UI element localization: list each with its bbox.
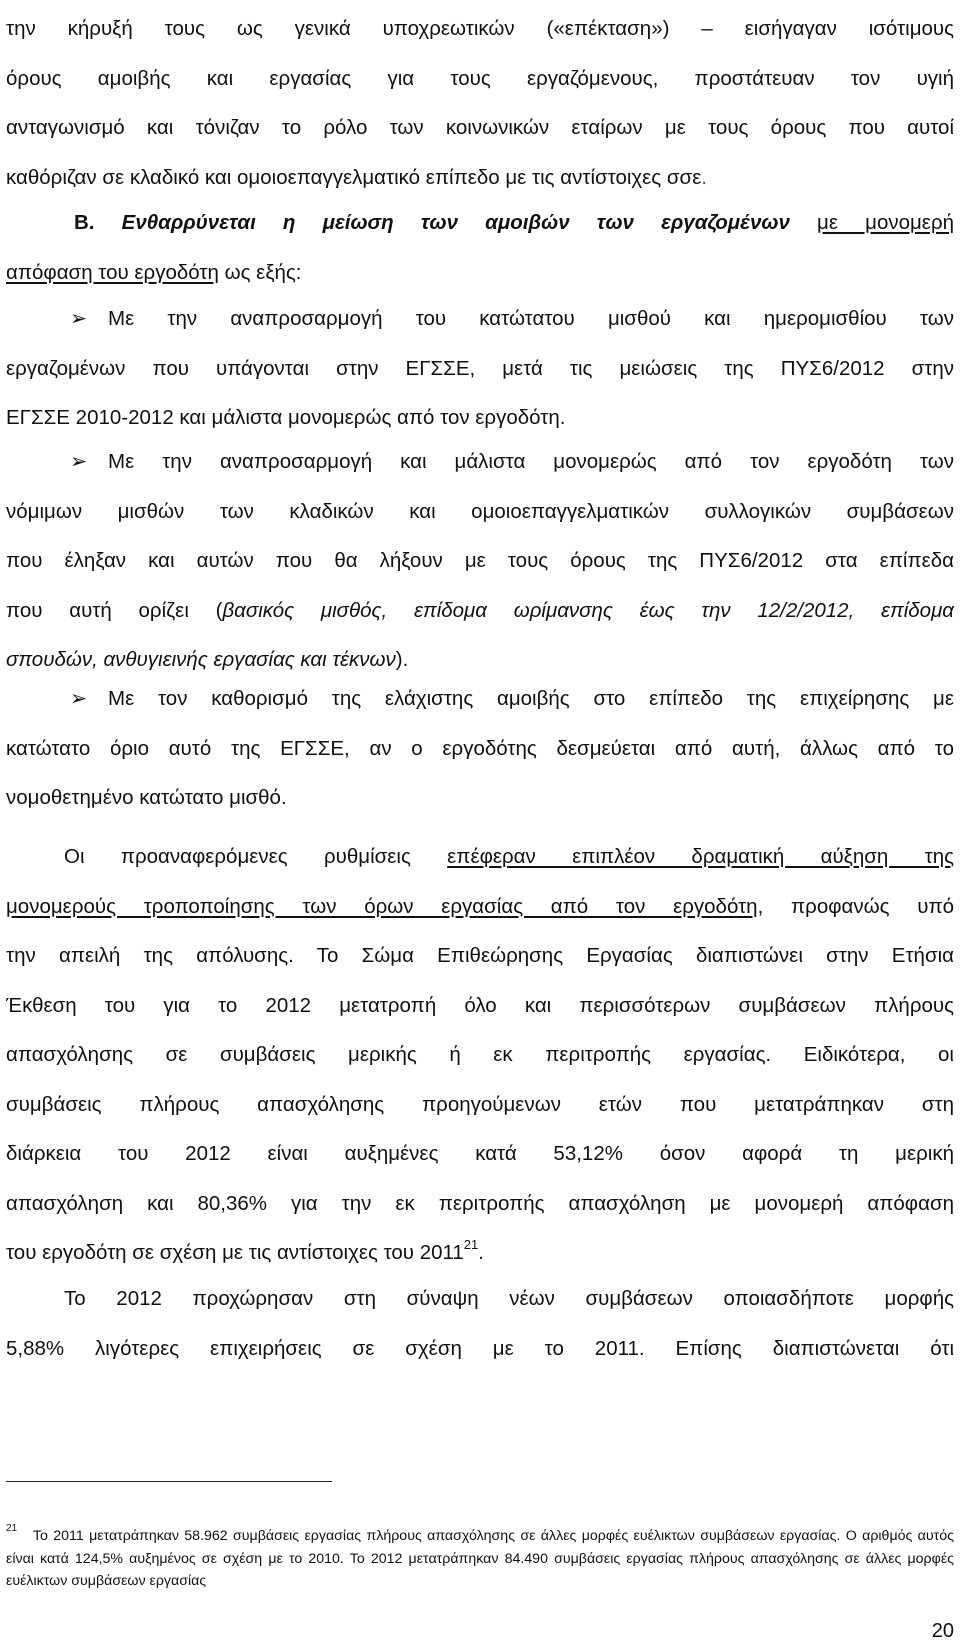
text-fragment: Οι προαναφερόμενες ρυθμίσεις — [64, 845, 411, 868]
text-line: απασχόληση και 80,36% για την εκ περιτροπής απασχόληση με μονομερή απόφαση — [6, 1191, 954, 1215]
page-number: 20 — [931, 1620, 954, 1642]
bullet-item-3 — [6, 674, 954, 823]
text-line: την κήρυξή τους ως γενικά υποχρεωτικών («επέκταση») – εισήγαγαν ισότιμους — [6, 17, 954, 40]
text-fragment: ). — [395, 648, 409, 671]
text-line — [6, 437, 954, 487]
footnote-reference[interactable]: 21 — [463, 1237, 479, 1253]
italic-text: βασικός μισθός, επίδομα ωρίμανσης έως την 12/2/2012, επίδομα — [222, 598, 955, 622]
underlined-text: μονομερούς τροποποίησης των όρων εργασίας από τον εργοδότη — [6, 894, 758, 918]
paragraph-regulations — [6, 832, 954, 1278]
text-fragment: Με την αναπροσαρμογή και μάλιστα μονομερώς από τον εργοδότη των — [108, 450, 954, 473]
text-fragment: ως εξής: — [224, 260, 302, 284]
text-line — [6, 882, 954, 932]
paragraph-new-contracts — [6, 1274, 954, 1373]
text-line: που έληξαν και αυτών που θα λήξουν με τους όρους της ΠΥΣ6/2012 στα επίπεδα — [6, 549, 954, 572]
text-fragment: Το 2012 προχώρησαν στη σύναψη νέων συμβάσεων οποιασδήποτε μορφής — [64, 1287, 954, 1310]
text-line: Έκθεση του για το 2012 μετατροπή όλο και περισσότερων συμβάσεων πλήρους — [6, 993, 954, 1017]
bullet-item-1 — [6, 294, 954, 443]
text-line: την απειλή της απόλυσης. Το Σώμα Επιθεώρησης Εργασίας διαπιστώνει στην Ετήσια — [6, 944, 954, 967]
bullet-item-2 — [6, 437, 954, 685]
text-line — [6, 153, 954, 203]
footnote — [6, 1525, 954, 1593]
text-fragment: που αυτή ορίζει ( — [6, 598, 223, 622]
text-line — [6, 832, 954, 882]
footnote-number: 21 — [6, 1523, 18, 1535]
text-line: ΕΓΣΣΕ 2010-2012 και μάλιστα μονομερώς από τον εργοδότη. — [6, 406, 566, 429]
text-line: νομοθετημένο κατώτατο μισθό. — [6, 786, 287, 809]
footnote-separator — [6, 1481, 332, 1482]
text-line — [6, 1228, 954, 1278]
text-fragment: Με τον καθορισμό της ελάχιστης αμοιβής στο επίπεδο της επιχείρησης με — [108, 687, 954, 710]
text-line: διάρκεια του 2012 είναι αυξημένες κατά 53,12% όσον αφορά τη μερική — [6, 1142, 954, 1165]
text-fragment: . — [701, 165, 708, 189]
text-fragment: καθόριζαν σε κλαδικό και ομοιοεπαγγελματικό επίπεδο με τις αντίστοιχες σσε — [6, 165, 702, 189]
text-line — [6, 294, 954, 344]
text-line: 5,88% λιγότερες επιχειρήσεις σε σχέση με το 2011. Επίσης διαπιστώνεται ότι — [6, 1336, 954, 1360]
text-line — [6, 1274, 954, 1324]
text-line: νόμιμων μισθών των κλαδικών και ομοιοεπαγγελματικών συλλογικών συμβάσεων — [6, 499, 954, 523]
text-line: απασχόλησης σε συμβάσεις μερικής ή εκ περιτροπής εργασίας. Ειδικότερα, οι — [6, 1043, 954, 1066]
footnote-text: Το 2011 μετατράπηκαν 58.962 συμβάσεις εργασίας πλήρους απασχόλησης σε άλλες μορφές ευέλικτων συμβάσεων εργασίας. Ο αριθμός αυτός είναι κατά 124,5% αυξημένος σε σχέση με το 2010. Το 2012 μετατράπηκαν 84.490 συμβάσεις εργασίας πλήρους απασχόλησης σε άλλες μορφές ευέλικτων συμβάσεων εργασίας — [6, 1528, 954, 1589]
text-line — [6, 248, 954, 298]
text-line: ανταγωνισμό και τόνιζαν το ρόλο των κοινωνικών εταίρων με τους όρους που αυτοί — [6, 116, 954, 139]
text-line — [6, 586, 954, 636]
text-line: όρους αμοιβής και εργασίας για τους εργαζόμενους, προστάτευαν τον υγιή — [6, 66, 954, 90]
arrow-bullet-icon: ➢ — [70, 687, 88, 710]
arrow-bullet-icon: ➢ — [70, 450, 88, 473]
section-b-heading-line — [6, 198, 954, 248]
text-line: συμβάσεις πλήρους απασχόλησης προηγούμενων ετών που μετατράπηκαν στη — [6, 1092, 954, 1116]
text-fragment: του εργοδότη σε σχέση με τις αντίστοιχες του 2011 — [6, 1241, 464, 1264]
underlined-text: με μονομερή — [817, 211, 955, 234]
text-fragment: Με την αναπροσαρμογή του κατώτατου μισθού και ημερομισθίου των — [108, 307, 954, 330]
section-letter: Β. — [74, 211, 95, 234]
underlined-text: επέφεραν επιπλέον δραματική αύξηση της — [447, 845, 954, 868]
text-fragment: , προφανώς υπό — [757, 894, 954, 918]
italic-text: σπουδών, ανθυγιεινής εργασίας και τέκνων — [6, 648, 396, 671]
text-line: κατώτατο όριο αυτό της ΕΓΣΣΕ, αν ο εργοδότης δεσμεύεται από αυτή, άλλως από το — [6, 736, 954, 760]
underlined-text: απόφαση του εργοδότη — [6, 260, 219, 284]
section-heading: Ενθαρρύνεται η μείωση των αμοιβών των εργαζομένων — [121, 211, 790, 234]
section-b — [6, 198, 954, 297]
arrow-bullet-icon: ➢ — [70, 307, 88, 330]
text-line — [6, 674, 954, 724]
text-fragment: . — [478, 1241, 484, 1264]
text-line: εργαζομένων που υπάγονται στην ΕΓΣΣΕ, μετά τις μειώσεις της ΠΥΣ6/2012 στην — [6, 356, 954, 380]
paragraph-intro — [6, 4, 954, 202]
